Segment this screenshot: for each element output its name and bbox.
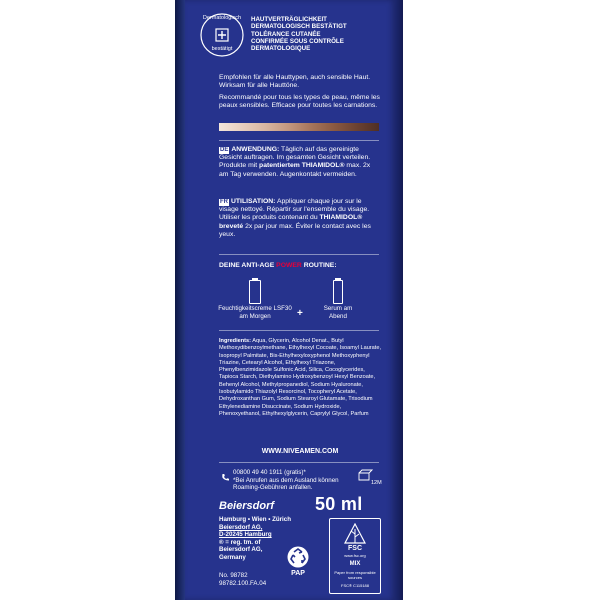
routine-suffix: ROUTINE:	[301, 262, 337, 269]
hotline	[233, 469, 353, 492]
serum-bottle-icon	[333, 280, 343, 304]
fsc-code: FSC® C115188	[341, 583, 369, 588]
claim-line: DERMATOLOGISCH BESTÄTIGT	[251, 23, 347, 31]
routine-power: POWER	[276, 262, 302, 269]
flag-fr: FR	[220, 199, 228, 205]
routine-item-2: Serum am Abend	[323, 305, 353, 320]
seal-top-text: Dermatologisch	[202, 15, 242, 21]
pao-label: 12M	[371, 480, 382, 486]
address-line: Beiersdorf AG,	[219, 523, 263, 531]
address-line: Beiersdorf AG,	[219, 546, 263, 554]
address-line: ® = reg. tm. of	[219, 538, 261, 546]
flag-de: DE	[220, 147, 229, 153]
batch-code: 98782.100.FA.04	[219, 579, 267, 587]
divider	[219, 254, 379, 255]
cream-tube-icon	[249, 280, 261, 304]
address-line: Hamburg • Wien • Zürich	[219, 516, 291, 523]
divider	[219, 330, 379, 331]
pap-label: PAP	[291, 570, 305, 577]
fsc-tree-icon	[341, 523, 369, 545]
description-de: Empfohlen für alle Hauttypen, auch sensible Haut. Wirksam für alle Hauttöne.	[219, 74, 371, 90]
box-left-edge	[175, 0, 185, 600]
recycle-icon	[287, 546, 309, 568]
usage-fr	[219, 198, 381, 239]
brand-logo: Beiersdorf	[219, 500, 275, 512]
routine-prefix: DEINE ANTI-AGE	[219, 262, 277, 269]
hotline-phone: 00800 49 40 1911 (gratis)*	[233, 469, 306, 476]
claims-block	[251, 16, 391, 52]
usage-fr-heading: UTILISATION:	[231, 198, 276, 205]
fsc-note: Paper from responsible sources	[334, 570, 376, 580]
skin-tone-bar	[219, 123, 379, 131]
usage-de-heading: ANWENDUNG:	[231, 146, 280, 153]
fsc-site: www.fsc.org	[344, 553, 366, 558]
usage-de-text-a: Täglich auf das gereinigte Gesicht auftragen. Im gesamten Gesicht verteilen. Produkte mit	[219, 146, 371, 170]
usage-fr-text-c: 2x par jour max. Éviter le contact avec les yeux.	[219, 222, 371, 238]
claim-line: HAUTVERTRÄGLICHKEIT	[251, 16, 327, 23]
address-line: D-20245 Hamburg	[219, 531, 272, 539]
address-line: Germany	[219, 553, 246, 561]
seal-bottom-text: bestätigt	[211, 46, 233, 52]
description-fr: Recommandé pour tous les types de peau, même les peaux sensibles. Efficace pour toutes les carnations.	[219, 94, 380, 110]
routine-heading	[219, 262, 389, 269]
box-right-edge	[395, 0, 403, 600]
ingredients-label: Ingredients:	[219, 338, 252, 344]
usage-fr-text-b: THIAMIDOL® breveté	[219, 214, 363, 230]
claim-line: TOLÉRANCE CUTANÉE	[251, 30, 321, 38]
ingredients-text: Aqua, Glycerin, Alcohol Denat., Butyl Methoxydibenzoylmethane, Ethylhexyl Cocoate, Isoamyl Laurate, Isopropyl Palmitate, Bis-Ethylhexyloxyphenol Methoxyphenyl Triazine, Cetearyl Alcohol, Ethylhexyl Triazone, Phenylbenzimidazole Sulfonic Acid, Silica, Cocoglycerides, Tapioca Starch, Diethylamino Hydroxybenzoyl Hexyl Benzoate, Behenyl Alcohol, Methylpropanediol, Sodium Hyaluronate, Isobutylamido Thiazolyl Resorcinol, Tocopheryl Acetate, Dehydroxanthan Gum, Sodium Stearoyl Glutamate, Trisodium Ethylenediamine Disuccinate, Sodium Hydroxide, Phenoxyethanol, Ethylhexylglycerin, Caprylyl Glycol, Parfum	[219, 338, 381, 417]
claim-line: CONFIRMÉE SOUS CONTRÔLE	[251, 37, 344, 45]
volume: 50 ml	[315, 494, 363, 514]
ingredients	[219, 338, 381, 418]
usage-de-text-c: max. 2x am Tag verwenden. Augenkontakt vermeiden.	[219, 162, 371, 178]
fsc-logo-text: FSC	[348, 545, 362, 552]
batch-number: No. 98782	[219, 572, 248, 579]
divider	[219, 462, 379, 463]
phone-icon	[221, 469, 230, 478]
website: WWW.NIVEAMEN.COM	[261, 448, 339, 455]
claim-line: DERMATOLOGIQUE	[251, 45, 311, 53]
hotline-note: *Bei Anrufen aus dem Ausland können Roaming-Gebühren anfallen.	[233, 476, 339, 492]
usage-fr-text-a: Appliquer chaque jour sur le visage nettoyé. Répartir sur l'ensemble du visage. Utiliser les produits contenant du	[219, 198, 370, 222]
divider	[219, 140, 379, 141]
routine-item-1: Feuchtigkeitscreme LSF30 am Morgen	[218, 305, 292, 320]
routine-plus: +	[297, 308, 303, 319]
usage-de-text-b: patentiertem THIAMIDOL®	[259, 162, 345, 170]
product-box-side	[185, 0, 395, 600]
fsc-label	[329, 518, 381, 594]
usage-de	[219, 146, 381, 179]
fsc-mix: MIX	[349, 561, 361, 567]
dermatology-seal	[199, 12, 245, 58]
